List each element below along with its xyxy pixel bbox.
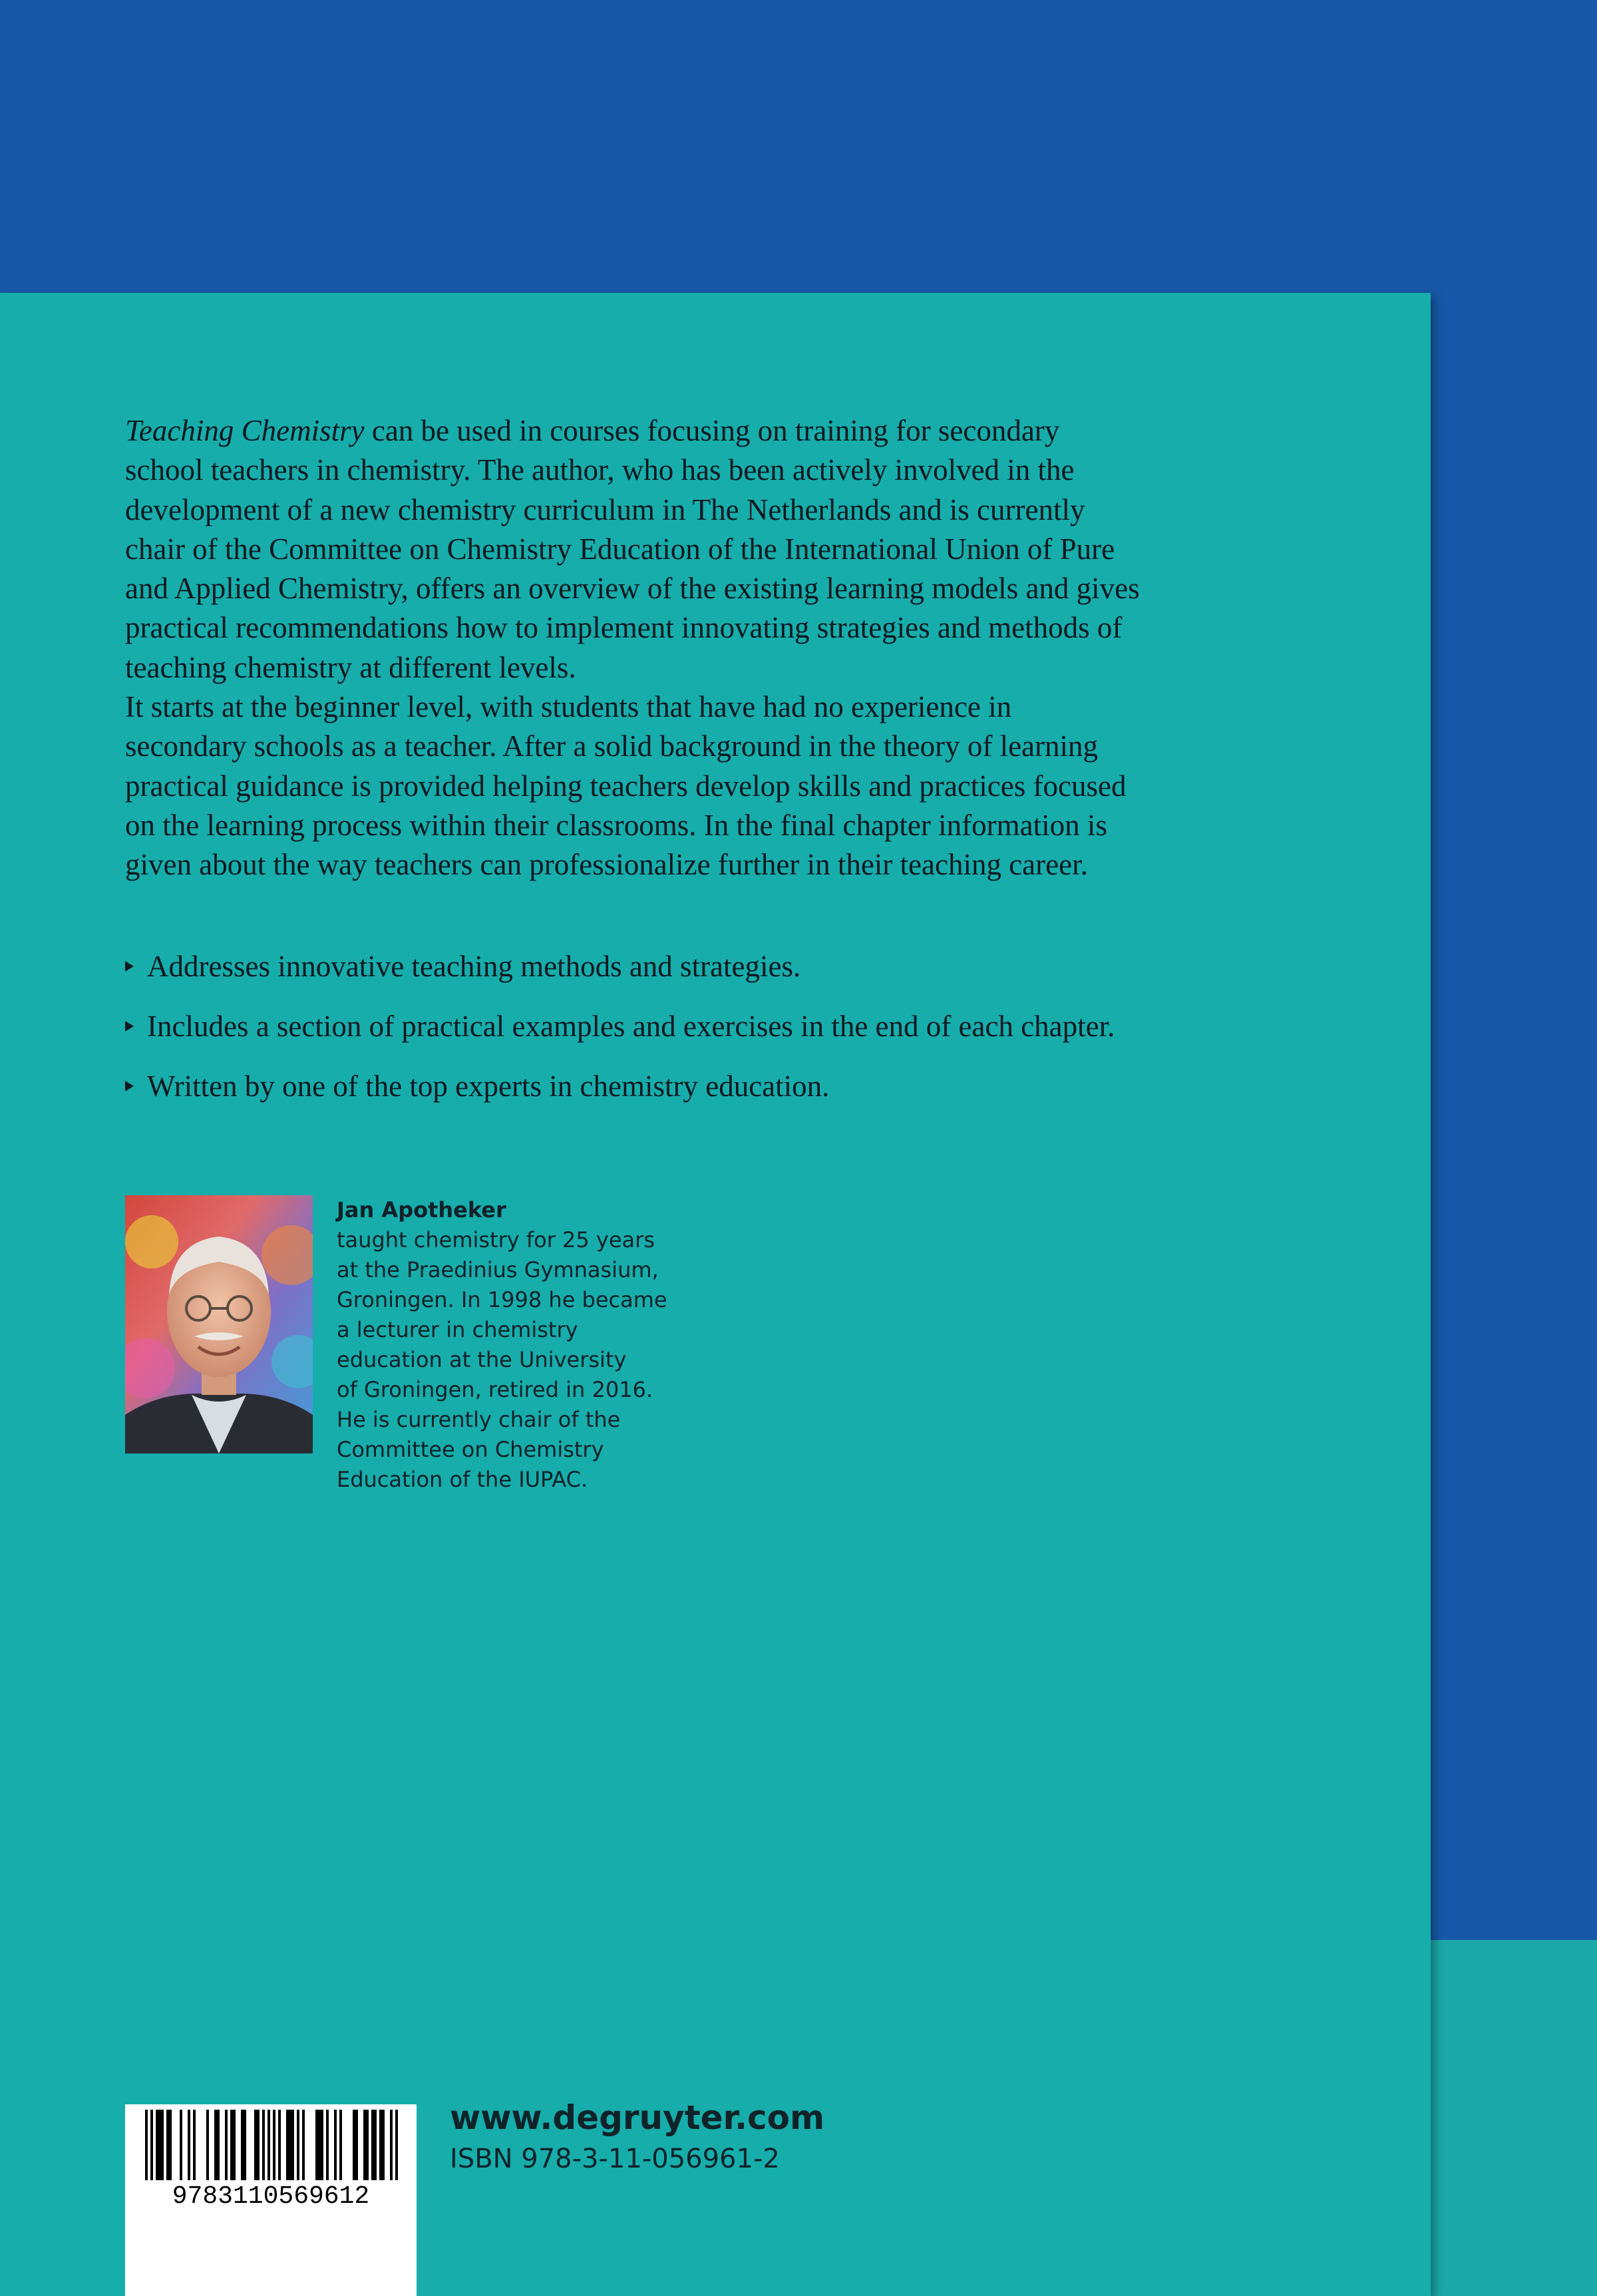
author-portrait-image — [125, 1195, 313, 1453]
barcode-bar — [326, 2110, 329, 2180]
bio-line: He is currently chair of the — [337, 1407, 621, 1432]
author-photo — [125, 1195, 313, 1453]
barcode-bar — [374, 2110, 377, 2180]
barcode-bar — [318, 2110, 321, 2180]
feature-text: Written by one of the top experts in chemistry education. — [147, 1069, 830, 1103]
barcode-bar — [156, 2110, 158, 2180]
barcode-bar — [371, 2110, 374, 2180]
barcode-bar — [180, 2110, 182, 2180]
feature-item — [125, 1006, 1389, 1046]
feature-text: Addresses innovative teaching methods and strategies. — [147, 950, 801, 983]
triangle-bullet-icon — [125, 1081, 134, 1091]
feature-item — [125, 946, 1389, 986]
blurb-line: and Applied Chemistry, offers an overview of the existing learning models and gives — [125, 572, 1140, 606]
barcode-bar — [334, 2110, 337, 2180]
blurb-line: teaching chemistry at different levels. — [125, 650, 576, 684]
triangle-bullet-icon — [125, 961, 134, 972]
barcode-bar — [188, 2110, 190, 2180]
barcode-bar — [339, 2110, 342, 2180]
barcode-bar — [382, 2110, 385, 2180]
barcode-bar — [297, 2110, 299, 2180]
book-title-italic: Teaching Chemistry — [125, 414, 365, 447]
blurb-paragraph-1 — [125, 411, 1323, 687]
barcode-bar — [278, 2110, 281, 2180]
blurb-first-line — [125, 411, 1323, 451]
blurb-line: school teachers in chemistry. The author, who has been actively involved in the — [125, 453, 1075, 487]
blurb-line: secondary schools as a teacher. After a solid background in the theory of learning — [125, 729, 1099, 763]
barcode-bar — [206, 2110, 209, 2180]
isbn-barcode — [125, 2104, 417, 2296]
triangle-bullet-icon — [125, 1021, 134, 1032]
blurb-line: development of a new chemistry curriculum in The Netherlands and is currently — [125, 492, 1085, 526]
blurb-line: given about the way teachers can professionalize further in their teaching career. — [125, 848, 1088, 882]
barcode-bar — [321, 2110, 323, 2180]
barcode-bar — [390, 2110, 393, 2180]
bio-line: Groningen. In 1998 he became — [337, 1287, 667, 1312]
barcode-bar — [230, 2110, 233, 2180]
barcode-bar — [286, 2110, 289, 2180]
blurb-line: chair of the Committee on Chemistry Education of the International Union of Pure — [125, 532, 1115, 566]
barcode-bar — [315, 2110, 318, 2180]
barcode-bar — [244, 2110, 246, 2180]
blurb-line: on the learning process within their classrooms. In the final chapter information is — [125, 808, 1107, 842]
publisher-url[interactable]: www.degruyter.com — [450, 2098, 825, 2137]
barcode-bar — [395, 2110, 398, 2180]
barcode-bar — [158, 2110, 161, 2180]
barcode-bar — [145, 2110, 148, 2180]
bio-line: of Groningen, retired in 2016. — [337, 1377, 653, 1402]
barcode-bar — [379, 2110, 382, 2180]
teal-corner-strip — [1431, 1940, 1597, 2296]
barcode-bar — [302, 2110, 305, 2180]
barcode-bar — [214, 2110, 217, 2180]
feature-item — [125, 1066, 1389, 1106]
barcode-bar — [225, 2110, 228, 2180]
barcode-bar — [161, 2110, 164, 2180]
barcode-bar — [291, 2110, 294, 2180]
barcode-bar — [241, 2110, 244, 2180]
author-bio — [337, 1195, 709, 1495]
barcode-bar — [257, 2110, 260, 2180]
barcode-bar — [166, 2110, 169, 2180]
barcode-bars — [145, 2110, 398, 2180]
bio-line: a lecturer in chemistry — [337, 1317, 578, 1342]
bio-line: education at the University — [337, 1347, 627, 1372]
barcode-bar — [355, 2110, 358, 2180]
author-name: Jan Apotheker — [337, 1197, 506, 1223]
bio-line: Committee on Chemistry — [337, 1437, 604, 1462]
barcode-bar — [366, 2110, 369, 2180]
barcode-bar — [267, 2110, 270, 2180]
barcode-bar — [254, 2110, 257, 2180]
blurb-first-line-rest: can be used in courses focusing on training for secondary — [364, 414, 1060, 447]
barcode-bar — [150, 2110, 153, 2180]
barcode-digits: 9783110569612 — [172, 2182, 370, 2211]
blurb-line: practical recommendations how to implement innovating strategies and methods of — [125, 611, 1123, 645]
blurb-line: It starts at the beginner level, with students that have had no experience in — [125, 690, 1012, 724]
feature-text: Includes a section of practical examples and exercises in the end of each chapter. — [147, 1010, 1115, 1043]
barcode-bar — [363, 2110, 366, 2180]
barcode-image — [125, 2104, 417, 2296]
barcode-bar — [193, 2110, 196, 2180]
barcode-bar — [262, 2110, 265, 2180]
bio-line: taught chemistry for 25 years — [337, 1227, 655, 1252]
blurb-paragraph-2 — [125, 687, 1323, 884]
barcode-bar — [273, 2110, 275, 2180]
bio-line: Education of the IUPAC. — [337, 1467, 588, 1492]
barcode-bar — [289, 2110, 291, 2180]
isbn-number: ISBN 978-3-11-056961-2 — [450, 2144, 780, 2174]
barcode-bar — [353, 2110, 355, 2180]
blurb-line: practical guidance is provided helping teachers develop skills and practices focused — [125, 769, 1127, 803]
bio-line: at the Praedinius Gymnasium, — [337, 1257, 659, 1282]
barcode-bar — [217, 2110, 220, 2180]
barcode-bar — [169, 2110, 172, 2180]
barcode-bar — [233, 2110, 236, 2180]
feature-list — [125, 946, 1389, 1126]
cover-blurb — [125, 411, 1323, 885]
